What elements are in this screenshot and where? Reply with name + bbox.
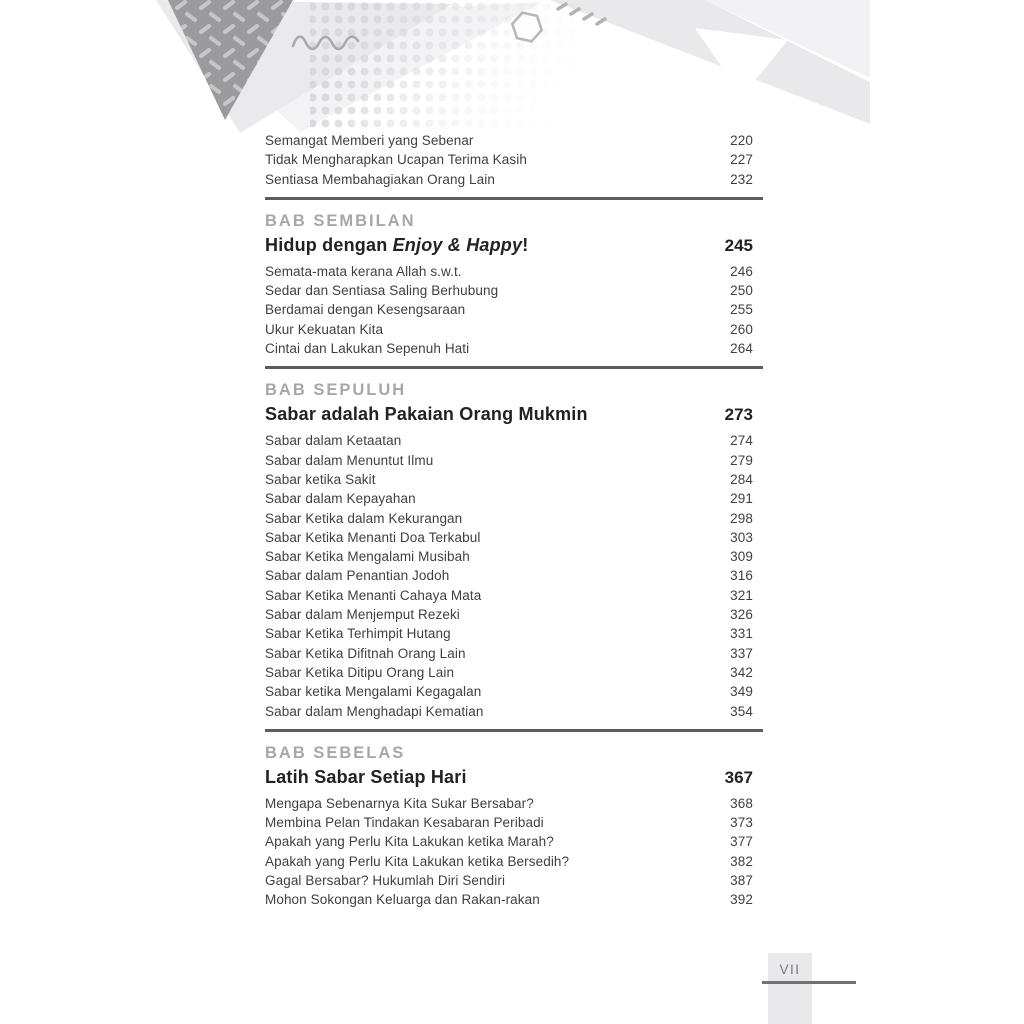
- entry-title: Sentiasa Membahagiakan Orang Lain: [265, 171, 495, 187]
- entry-title: Sabar dalam Penantian Jodoh: [265, 568, 450, 584]
- entry-page-number: 255: [730, 302, 753, 318]
- entry-page-number: 321: [730, 587, 753, 603]
- toc-entry-row: [265, 663, 763, 682]
- chapter-label: BAB SEBELAS: [265, 743, 406, 762]
- page-number-label: VII: [779, 962, 801, 977]
- header-decoration: [150, 0, 870, 140]
- chapter-label: BAB SEPULUH: [265, 381, 407, 400]
- entry-page-number: 326: [730, 607, 753, 623]
- toc-entry-row: [265, 644, 763, 663]
- toc-entry-row: [265, 150, 763, 169]
- entry-title: Mohon Sokongan Keluarga dan Rakan-rakan: [265, 892, 540, 908]
- chapter-title-row: [265, 766, 763, 789]
- toc-entry-row: [265, 702, 763, 721]
- section-divider: [265, 729, 763, 732]
- chapter-section-sepuluh: [265, 381, 763, 720]
- entry-title: Mengapa Sebenarnya Kita Sukar Bersabar?: [265, 795, 534, 811]
- entry-title: Semata-mata kerana Allah s.w.t.: [265, 263, 462, 279]
- entry-page-number: 349: [730, 684, 753, 700]
- chapter-entries: [265, 431, 763, 720]
- entry-title: Sedar dan Sentiasa Saling Berhubung: [265, 283, 499, 299]
- chapter-page-number: 367: [724, 767, 753, 787]
- toc-entry-row: [265, 131, 763, 150]
- toc-entry-row: [265, 624, 763, 643]
- entry-page-number: 342: [730, 664, 753, 680]
- entry-page-number: 309: [730, 549, 753, 565]
- section-divider: [265, 366, 763, 369]
- entry-title: Cintai dan Lakukan Sepenuh Hati: [265, 341, 470, 357]
- toc-entry-row: [265, 813, 763, 832]
- entry-title: Sabar Ketika Mengalami Musibah: [265, 549, 470, 565]
- chapter-title: Hidup dengan Enjoy & Happy!: [265, 234, 529, 255]
- chapter-entries: [265, 794, 763, 910]
- chapter-page-number: 245: [724, 235, 753, 255]
- entry-title: Sabar Ketika Terhimpit Hutang: [265, 626, 451, 642]
- toc-entry-row: [265, 852, 763, 871]
- entry-page-number: 373: [730, 815, 753, 831]
- entry-title: Sabar Ketika Difitnah Orang Lain: [265, 645, 466, 661]
- chapter-page-number: 273: [724, 405, 753, 425]
- entry-page-number: 392: [730, 892, 753, 908]
- entry-title: Tidak Mengharapkan Ucapan Terima Kasih: [265, 152, 527, 168]
- table-of-contents: [265, 131, 763, 910]
- entry-page-number: 316: [730, 568, 753, 584]
- entry-page-number: 303: [730, 529, 753, 545]
- entry-page-number: 274: [730, 433, 753, 449]
- toc-entry-row: [265, 605, 763, 624]
- chapter-section-sembilan: [265, 212, 763, 358]
- footer-rule: [762, 981, 856, 984]
- entry-title: Gagal Bersabar? Hukumlah Diri Sendiri: [265, 873, 506, 889]
- halftone-dots: [310, 0, 590, 130]
- chapter-title-row: [265, 234, 763, 257]
- toc-entry-row: [265, 794, 763, 813]
- chapter-label: BAB SEMBILAN: [265, 211, 416, 230]
- entry-title: Sabar Ketika Menanti Cahaya Mata: [265, 587, 482, 603]
- toc-entry-row: [265, 586, 763, 605]
- entry-title: Sabar Ketika Menanti Doa Terkabul: [265, 529, 481, 545]
- entry-page-number: 260: [730, 321, 753, 337]
- entry-page-number: 382: [730, 853, 753, 869]
- entry-page-number: 220: [730, 133, 753, 148]
- entry-title: Apakah yang Perlu Kita Lakukan ketika Bersedih?: [265, 853, 570, 869]
- chapter-entries: [265, 262, 763, 358]
- entry-page-number: 337: [730, 645, 753, 661]
- entry-title: Sabar Ketika Ditipu Orang Lain: [265, 664, 455, 680]
- entry-page-number: 331: [730, 626, 753, 642]
- entry-page-number: 246: [730, 263, 753, 279]
- entry-title: Sabar dalam Menghadapi Kematian: [265, 703, 484, 719]
- toc-entry-row: [265, 871, 763, 890]
- toc-entry-row: [265, 547, 763, 566]
- entry-title: Apakah yang Perlu Kita Lakukan ketika Marah?: [265, 834, 554, 850]
- entry-title: Sabar dalam Menjemput Rezeki: [265, 607, 460, 623]
- toc-entry-row: [265, 170, 763, 189]
- entry-title: Sabar dalam Ketaatan: [265, 433, 402, 449]
- toc-entry-row: [265, 470, 763, 489]
- toc-entry-row: [265, 832, 763, 851]
- toc-entry-row: [265, 300, 763, 319]
- entry-page-number: 264: [730, 341, 753, 357]
- entry-title: Sabar ketika Mengalami Kegagalan: [265, 684, 482, 700]
- toc-entry-row: [265, 451, 763, 470]
- entry-title: Berdamai dengan Kesengsaraan: [265, 302, 466, 318]
- entry-page-number: 250: [730, 283, 753, 299]
- toc-entry-row: [265, 509, 763, 528]
- chapter-title-row: [265, 403, 763, 426]
- entry-title: Sabar dalam Kepayahan: [265, 491, 416, 507]
- entry-page-number: 232: [730, 171, 753, 187]
- entry-page-number: 291: [730, 491, 753, 507]
- toc-entry-row: [265, 281, 763, 300]
- entry-title: Membina Pelan Tindakan Kesabaran Peribadi: [265, 815, 544, 831]
- chapter-title: Latih Sabar Setiap Hari: [265, 766, 467, 787]
- section-divider: [265, 197, 763, 200]
- toc-entry-row: [265, 890, 763, 909]
- chapter-title: Sabar adalah Pakaian Orang Mukmin: [265, 404, 588, 425]
- entry-page-number: 354: [730, 703, 753, 719]
- toc-entry-row: [265, 566, 763, 585]
- entry-title: Semangat Memberi yang Sebenar: [265, 133, 474, 148]
- entry-page-number: 387: [730, 873, 753, 889]
- leading-entries: [265, 131, 763, 189]
- toc-entry-row: [265, 489, 763, 508]
- toc-entry-row: [265, 431, 763, 450]
- entry-page-number: 368: [730, 795, 753, 811]
- toc-entry-row: [265, 528, 763, 547]
- entry-title: Sabar dalam Menuntut Ilmu: [265, 452, 434, 468]
- entry-page-number: 279: [730, 452, 753, 468]
- toc-entry-row: [265, 682, 763, 701]
- chapter-section-sebelas: [265, 744, 763, 910]
- entry-title: Ukur Kekuatan Kita: [265, 321, 384, 337]
- toc-entry-row: [265, 262, 763, 281]
- entry-page-number: 377: [730, 834, 753, 850]
- entry-title: Sabar Ketika dalam Kekurangan: [265, 510, 463, 526]
- page-number-tab: [768, 953, 812, 1024]
- entry-page-number: 227: [730, 152, 753, 168]
- toc-entry-row: [265, 320, 763, 339]
- toc-entry-row: [265, 339, 763, 358]
- entry-page-number: 298: [730, 510, 753, 526]
- entry-title: Sabar ketika Sakit: [265, 471, 376, 487]
- entry-page-number: 284: [730, 471, 753, 487]
